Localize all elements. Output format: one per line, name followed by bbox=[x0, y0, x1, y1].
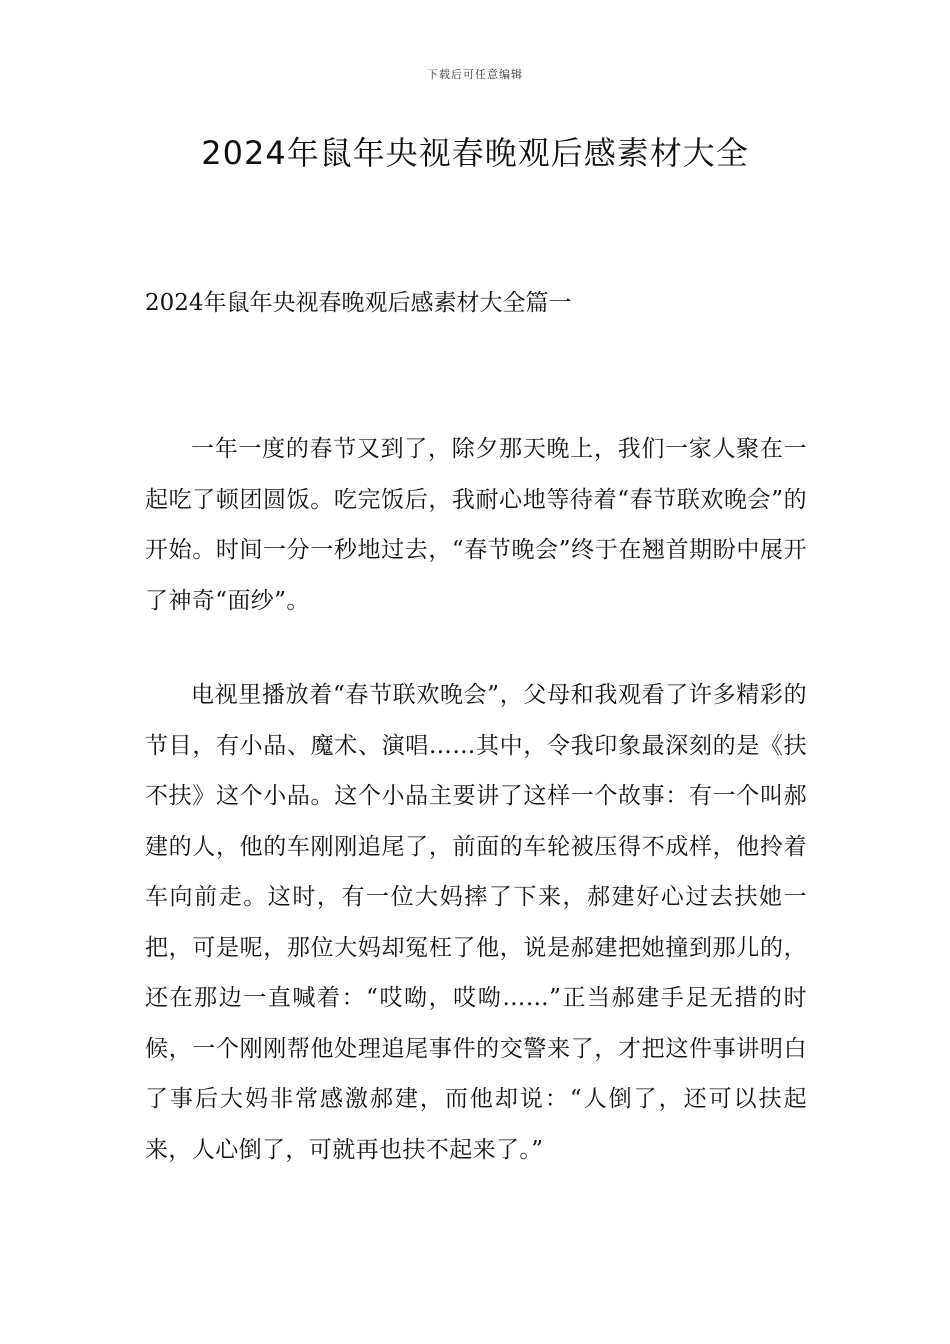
section-heading: 2024年鼠年央视春晚观后感素材大全篇一 bbox=[145, 290, 572, 316]
header-note: 下载后可任意编辑 bbox=[427, 68, 523, 81]
body-paragraph: 电视里播放着“春节联欢晚会”，父母和我观看了许多精彩的节目，有小品、魔术、演唱……其中，令我印象最深刻的是《扶不扶》这个小品。这个小品主要讲了这样一个故事：有一个叫郝建的人，他的车刚刚追尾了，前面的车轮被压得不成样，他拎着车向前走。这时，有一位大妈摔了下来，郝建好心过去扶她一把，可是呢，那位大妈却冤枉了他，说是郝建把她撞到那儿的，还在那边一直喊着：“哎呦，哎呦……”正当郝建手足无措的时候，一个刚刚帮他处理追尾事件的交警来了，才把这件事讲明白了事后大妈非常感激郝建，而他却说：“人倒了，还可以扶起来，人心倒了，可就再也扶不起来了。” bbox=[145, 682, 807, 1163]
body-paragraph: 一年一度的春节又到了，除夕那天晚上，我们一家人聚在一起吃了顿团圆饭。吃完饭后，我耐心地等待着“春节联欢晚会”的开始。时间一分一秒地过去，“春节晚会”终于在翘首期盼中展开了神奇“面纱”。 bbox=[145, 436, 807, 614]
document-title: 2024年鼠年央视春晚观后感素材大全 bbox=[201, 134, 749, 172]
